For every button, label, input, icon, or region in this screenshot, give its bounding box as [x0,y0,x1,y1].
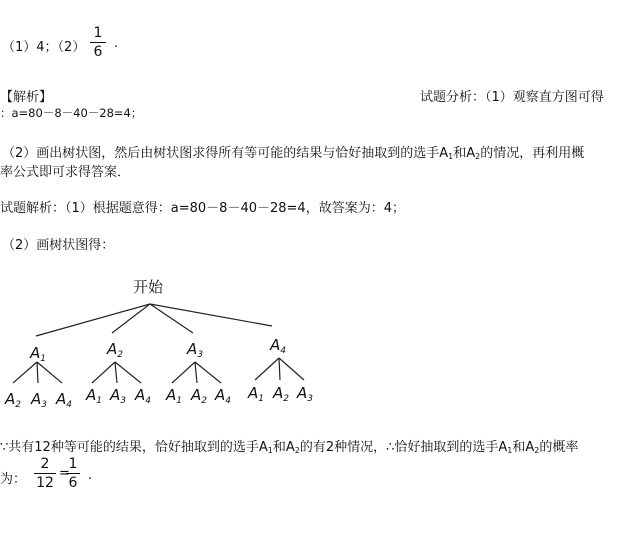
conclusion-period: . [88,468,93,483]
tree-leaf: $A_2$ [5,390,21,410]
tree-node-a2: $A_2$ [107,340,123,360]
tree-leaf: $A_4$ [56,390,72,410]
probability-fraction-2: 1 6 [66,456,80,491]
tree-node-a1: $A_1$ [30,344,46,364]
part2-line1 [2,142,584,161]
answer-period: . [114,36,119,51]
tree-leaf: $A_2$ [273,384,289,404]
analysis-title: 【解析】 [0,90,53,105]
tree-leaf: $A_3$ [297,384,313,404]
analysis-line2: ：a=80－8－40－28=4； [0,106,143,120]
part2-line2: 率公式即可求得答案． [0,165,131,180]
probability-fraction-1: 2 12 [34,456,56,491]
answer-fraction [90,25,106,60]
tree-branches-level2 [13,358,304,383]
tree-leaf: $A_3$ [31,390,47,410]
tree-node-a4: $A_4$ [270,336,286,356]
equals-sign: = [59,466,70,481]
solution-line2: （2）画树状图得： [2,238,115,253]
solution-line1: 试题解析：（1）根据题意得：a=80－8－40－28=4，故答案为：4； [0,201,405,216]
tree-leaf: $A_1$ [166,386,182,406]
subscript-2: 2 [475,152,481,161]
branch-root-a2 [112,304,150,333]
tree-diagram [0,270,330,420]
answer-fraction-numerator: 1 [93,25,103,41]
branch-root-a4 [150,304,272,326]
conclusion-prefix: 为： [0,472,27,487]
part2-line1-b: 和A [453,146,476,161]
fraction-bar [90,42,106,43]
answer-prefix: （1）4；（2） [2,40,86,55]
tree-leaf: $A_3$ [110,386,126,406]
tree-node-a3: $A_3$ [187,340,203,360]
subscript-1: 1 [448,152,454,161]
tree-leaf: $A_4$ [215,386,231,406]
answer-fraction-denominator: 6 [93,44,103,60]
tree-leaf: $A_1$ [86,386,102,406]
conclusion-line1: ∵共有12种等可能的结果，恰好抽取到的选手$A_1$和$A_2$的有2种情况，∴恰好抽取到的选手$A_1$和$A_2$的概率 [0,440,579,455]
tree-branches-level1 [36,304,272,336]
tree-leaf: $A_2$ [191,386,207,406]
part2-line1-a: （2）画出树状图，然后由树状图求得所有等可能的结果与恰好抽取到的选手A [2,146,449,161]
tree-leaf: $A_4$ [135,386,151,406]
branch-root-a1 [36,304,150,336]
tree-leaf: $A_1$ [248,384,264,404]
analysis-intro: 试题分析：（1）观察直方图可得 [420,90,604,105]
part2-line1-c: 的情况，再利用概 [480,146,585,161]
tree-root-label: 开始 [133,278,164,296]
